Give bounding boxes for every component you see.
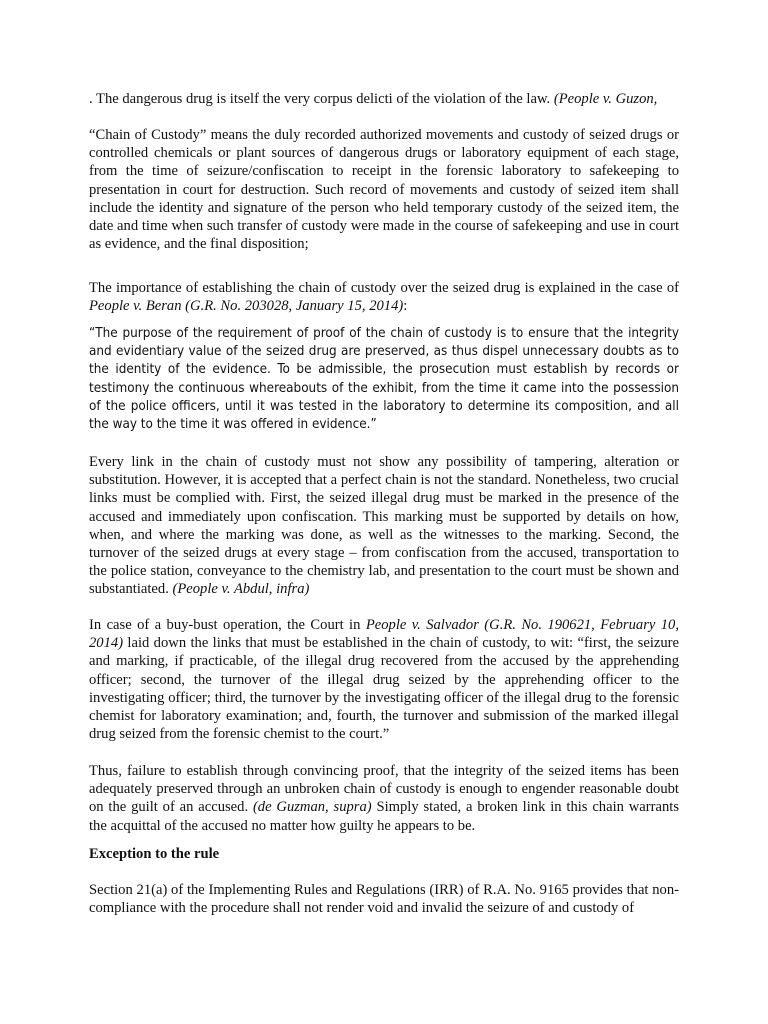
- paragraph-failure: [89, 762, 679, 835]
- section-heading: Exception to the rule: [89, 846, 220, 862]
- paragraph-chain-of-custody-definition: [89, 126, 679, 253]
- case-citation: People v. Beran (G.R. No. 203028, January 15, 2014): [89, 298, 404, 315]
- case-citation: People v. Salvador (G.R. No. 190621, February 10, 2014): [89, 617, 680, 652]
- case-citation: (de Guzman, supra): [252, 799, 372, 816]
- paragraph-buy-bust: [89, 616, 679, 743]
- paragraph-importance: [89, 279, 679, 315]
- paragraph-text-tail: laid down the links that must be established in the chain of custody, to wit: “first, the seizure and marking, if practicable, of the illegal drug recovered from the accused by the apprehending officer; second, the turnover of the illegal drug seized by the apprehending officer to the investigating officer; third, the turnover by the investigating officer of the illegal drug to the forensic chemist for laboratory examination; and, fourth, the turnover and submission of the marked illegal drug seized from the forensic chemist to the court.”: [89, 635, 679, 743]
- paragraph-quote-purpose: [89, 325, 679, 434]
- paragraph-text: Section 21(a) of the Implementing Rules and Regulations (IRR) of R.A. No. 9165 provides that non-compliance with the procedure shall not render void and invalid the seizure of and custody of: [89, 882, 679, 917]
- paragraph-corpus-delicti: [89, 90, 679, 108]
- paragraph-text: The importance of establishing the chain of custody over the seized drug is explained in the case of: [89, 280, 679, 296]
- paragraph-every-link: [89, 453, 679, 599]
- paragraph-text-tail: :: [403, 298, 408, 315]
- quote-text: “The purpose of the requirement of proof of the chain of custody is to ensure that the integrity and evidentiary value of the seized drug are preserved, as thus dispel unnecessary doubts as to the identity of the evidence. To be admissible, the prosecution must establish by records or testimony the continuous whereabouts of the exhibit, from the time it came into the possession of the police officers, until it was tested in the laboratory to determine its composition, and all the way to the time it was offered in evidence.”: [89, 326, 679, 433]
- paragraph-text: Thus, failure to establish through convincing proof, that the integrity of the seized items has been adequately preserved through an unbroken chain of custody is enough to engender reasonable doubt on the guilt of an accused.: [89, 763, 679, 816]
- paragraph-text: In case of a buy-bust operation, the Court in: [89, 617, 366, 633]
- case-citation: (People v. Guzon,: [553, 91, 658, 107]
- paragraph-text-tail: Simply stated, a broken link in this chain warrants the acquittal of the accused no matter how guilty he appears to be.: [89, 799, 679, 834]
- paragraph-text: Every link in the chain of custody must not show any possibility of tampering, alteration or substitution. However, it is accepted that a perfect chain is not the standard. Nonetheless, two crucial links must be complied with. First, the seized illegal drug must be marked in the presence of the accused and immediately upon confiscation. This marking must be supported by details on how, when, and where the marking was done, as well as the witnesses to the marking. Second, the turnover of the seized drugs at every stage – from confiscation from the accused, transportation to the police station, conveyance to the chemistry lab, and presentation to the court must be shown and substantiated.: [89, 454, 679, 598]
- paragraph-text: . The dangerous drug is itself the very corpus delicti of the violation of the law.: [89, 91, 554, 107]
- paragraph-text: “Chain of Custody” means the duly recorded authorized movements and custody of seized drugs or controlled chemicals or plant sources of dangerous drugs or laboratory equipment of each stage, from the time of seizure/confiscation to receipt in the forensic laboratory to safekeeping to presentation in court for destruction. Such record of movements and custody of seized item shall include the identity and signature of the person who held temporary custody of the seized item, the date and time when such transfer of custody were made in the course of safekeeping and use in court as evidence, and the final disposition;: [89, 127, 679, 253]
- case-citation: (People v. Abdul, infra): [172, 581, 310, 598]
- paragraph-section-21: [89, 881, 679, 917]
